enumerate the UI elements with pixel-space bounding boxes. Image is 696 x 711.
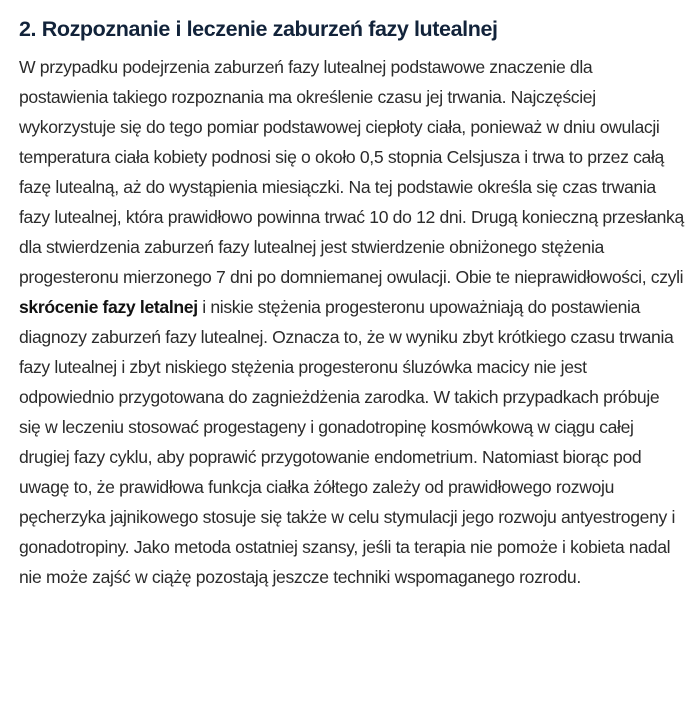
paragraph-text-end: i niskie stężenia progesteronu upoważniają do postawienia diagnozy zaburzeń fazy lutealnej. Oznacza to, że w wyniku zbyt krótkiego czasu trwania fazy lutealnej i zbyt niskiego stężenia progesteronu śluzówka macicy nie jest odpowiednio przygotowana do zagnieżdżenia zarodka. W takich przypadkach próbuje się w leczeniu stosować progestageny i gonadotropinę kosmówkową w ciągu całej drugiej fazy cyklu, aby poprawić przygotowanie endometrium. Natomiast biorąc pod uwagę to, że prawidłowa funkcja ciałka żółtego zależy od prawidłowego rozwoju pęcherzyka jajnikowego stosuje się także w celu stymulacji jego rozwoju antyestrogeny i gonadotropiny. Jako metoda ostatniej szansy, jeśli ta terapia nie pomoże i kobieta nadal nie może zajść w ciążę pozostają jeszcze techniki wspomaganego rozrodu. <box>19 297 676 587</box>
section-paragraph <box>19 52 684 592</box>
paragraph-bold-phrase: skrócenie fazy letalnej <box>19 297 198 317</box>
section-heading: 2. Rozpoznanie i leczenie zaburzeń fazy lutealnej <box>19 17 498 41</box>
paragraph-text-start: W przypadku podejrzenia zaburzeń fazy lutealnej podstawowe znaczenie dla postawienia takiego rozpoznania ma określenie czasu jej trwania. Najczęściej wykorzystuje się do tego pomiar podstawowej ciepłoty ciała, ponieważ w dniu owulacji temperatura ciała kobiety podnosi się o około 0,5 stopnia Celsjusza i trwa to przez całą fazę lutealną, aż do wystąpienia miesiączki. Na tej podstawie określa się czas trwania fazy lutealnej, która prawidłowo powinna trwać 10 do 12 dni. Drugą konieczną przesłanką dla stwierdzenia zaburzeń fazy lutealnej jest stwierdzenie obniżonego stężenia progesteronu mierzonego 7 dni po domniemanej owulacji. Obie te nieprawidłowości, czyli <box>19 57 684 287</box>
